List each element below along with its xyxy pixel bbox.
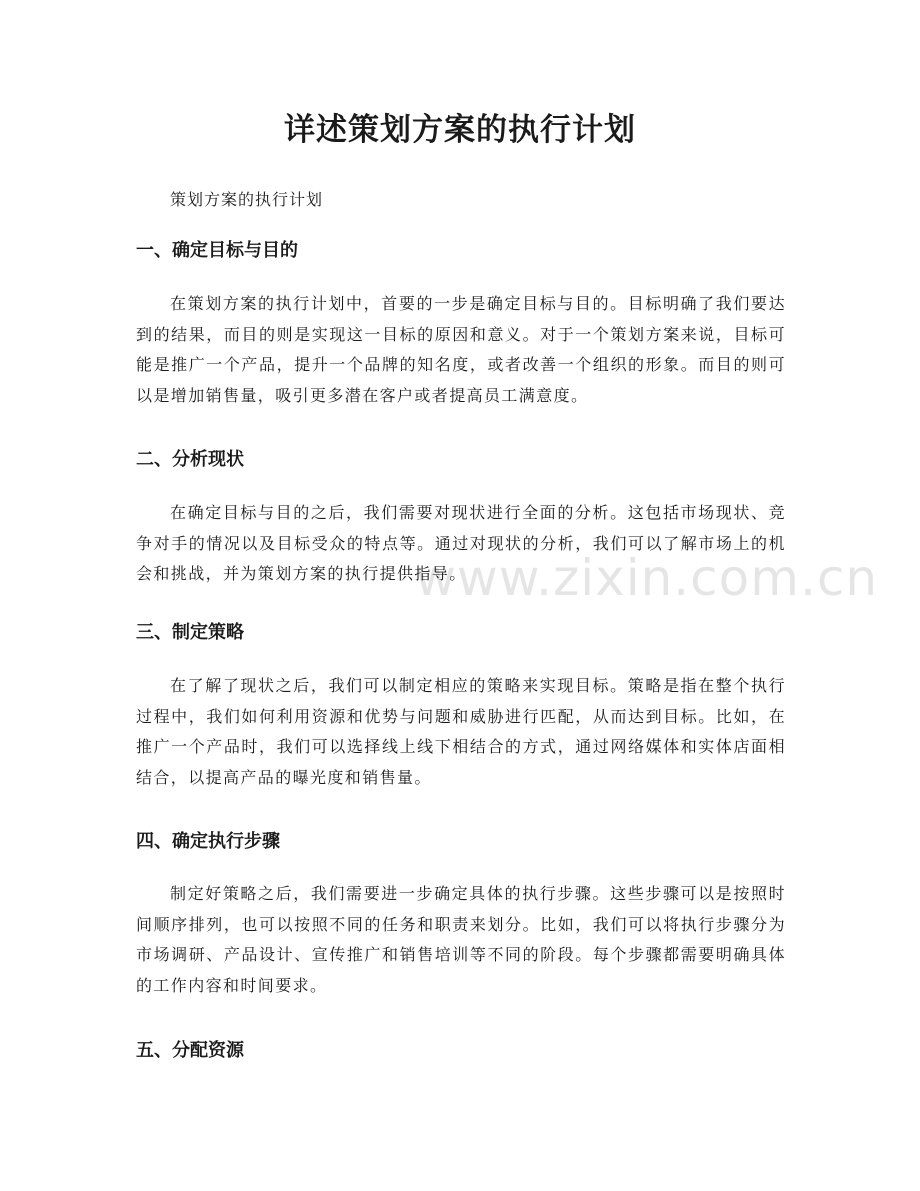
section-heading-5: 五、分配资源 xyxy=(136,1040,244,1061)
document-title: 详述策划方案的执行计划 xyxy=(284,112,636,148)
section-heading-1: 一、确定目标与目的 xyxy=(136,240,298,261)
section-body-3: 在了解了现状之后，我们可以制定相应的策略来实现目标。策略是指在整个执行过程中，我们如何利用资源和优势与问题和威胁进行匹配，从而达到目标。比如，在推广一个产品时，我们可以选择线上线下相结合的方式，通过网络媒体和实体店面相结合，以提高产品的曝光度和销售量。 xyxy=(136,676,786,787)
watermark-text: www.zixin.com.cn xyxy=(415,549,879,607)
section-heading-3: 三、制定策略 xyxy=(136,622,244,643)
section-body-2: 在确定目标与目的之后，我们需要对现状进行全面的分析。这包括市场现状、竞争对手的情况以及目标受众的特点等。通过对现状的分析，我们可以了解市场上的机会和挑战，并为策划方案的执行提供指导。 xyxy=(136,503,786,583)
section-body-1: 在策划方案的执行计划中，首要的一步是确定目标与目的。目标明确了我们要达到的结果，而目的则是实现这一目标的原因和意义。对于一个策划方案来说，目标可能是推广一个产品，提升一个品牌的知名度，或者改善一个组织的形象。而目的则可以是增加销售量，吸引更多潜在客户或者提高员工满意度。 xyxy=(136,294,786,405)
section-heading-2: 二、分析现状 xyxy=(136,449,244,470)
document-subtitle: 策划方案的执行计划 xyxy=(170,190,324,209)
section-body-4: 制定好策略之后，我们需要进一步确定具体的执行步骤。这些步骤可以是按照时间顺序排列，也可以按照不同的任务和职责来划分。比如，我们可以将执行步骤分为市场调研、产品设计、宣传推广和销售培训等不同的阶段。每个步骤都需要明确具体的工作内容和时间要求。 xyxy=(136,884,786,995)
section-heading-4: 四、确定执行步骤 xyxy=(136,831,280,852)
